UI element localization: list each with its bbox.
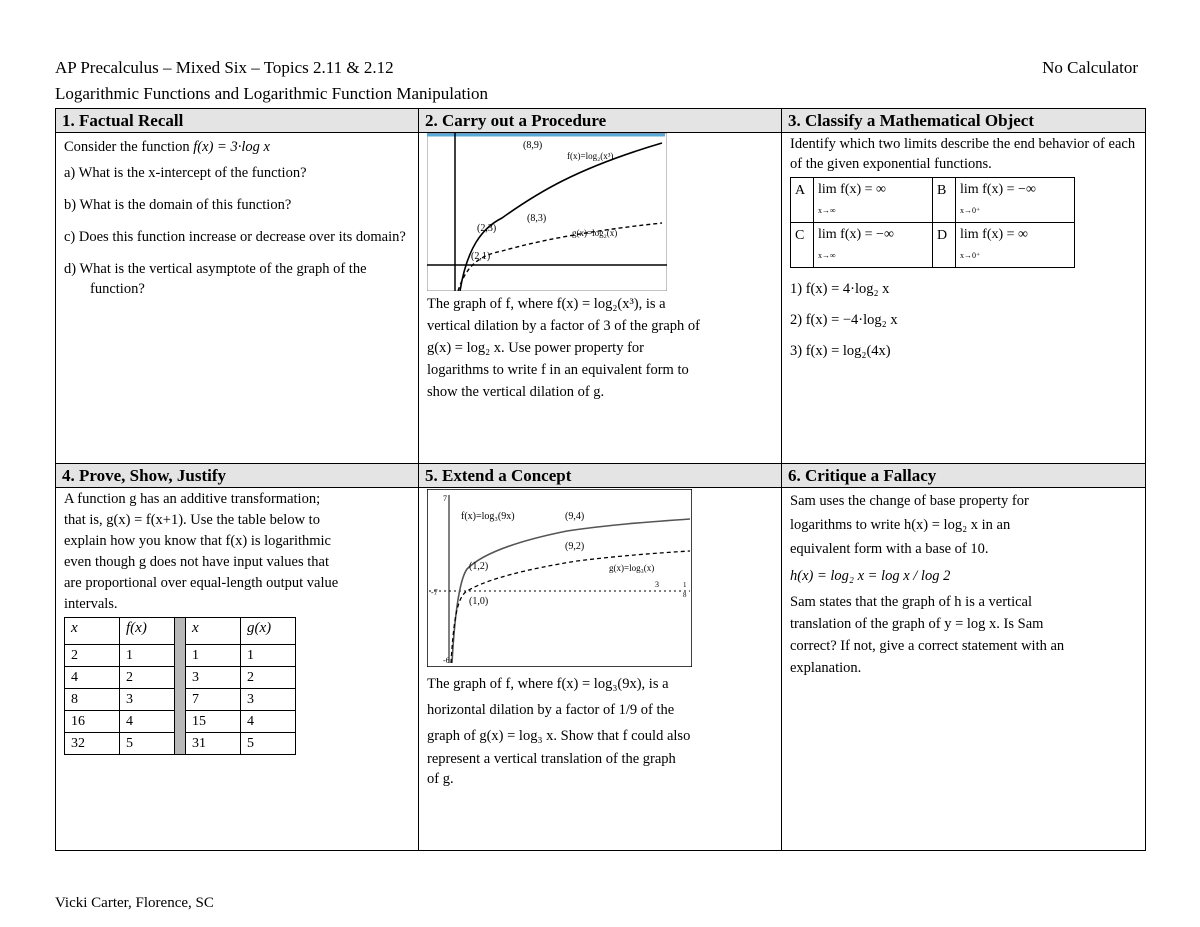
cell6-line-7: correct? If not, give a correct statement with an: [790, 638, 1065, 654]
cell-prove-show-justify: [56, 464, 419, 851]
cell4-line-6: intervals.: [64, 596, 118, 612]
label-point-9-4: (9,4): [565, 511, 585, 522]
limit-expression: lim f(x) = ∞ x→0⁺: [956, 223, 1075, 268]
label-point-9-2: (9,2): [565, 541, 585, 552]
cell4-line-4: even though g does not have input values that: [64, 554, 329, 570]
limit-expression: lim f(x) = −∞ x→0⁺: [956, 178, 1075, 223]
cell-heading: 2. Carry out a Procedure: [419, 109, 781, 133]
header-x: x: [186, 618, 241, 645]
author-credit: Vicki Carter, Florence, SC: [55, 895, 214, 911]
cell-heading: 4. Prove, Show, Justify: [56, 464, 418, 488]
limit-expression: lim f(x) = ∞ x→∞: [814, 178, 933, 223]
classify-item-2: 2) f(x) = −4·log₂ x: [790, 312, 898, 328]
cell5-line-1: The graph of f, where f(x) = log₃(9x), is a: [427, 676, 669, 692]
limit-letter: D: [933, 223, 956, 268]
question-c: c) Does this function increase or decrease over its domain?: [64, 229, 406, 245]
label-point-8-3: (8,3): [527, 213, 547, 224]
header-x: x: [65, 618, 120, 645]
cell6-line-6: translation of the graph of y = log x. Is Sam: [790, 616, 1044, 632]
label-point-2-3: (2,3): [477, 223, 497, 234]
x-tick-right-b: 8: [683, 591, 687, 599]
label-point-1-2: (1,2): [469, 561, 489, 572]
question-b: b) What is the domain of this function?: [64, 197, 292, 213]
table-row: 16 4 15 4: [65, 711, 296, 733]
cell1-intro: Consider the function: [64, 139, 190, 155]
label-point-2-1: (2,1): [471, 251, 491, 262]
y-tick-top: 7: [443, 494, 447, 503]
table-separator: [175, 618, 186, 755]
x-tick-left: -7: [431, 588, 438, 597]
cell2-line-5: show the vertical dilation of g.: [427, 384, 605, 400]
graph-log3-9x: [427, 489, 692, 667]
cell1-function: f(x) = 3·log x: [193, 139, 270, 155]
cell-heading: 5. Extend a Concept: [419, 464, 781, 488]
limit-letter: A: [791, 178, 814, 223]
cell-heading: 6. Critique a Fallacy: [782, 464, 1145, 488]
question-d: d) What is the vertical asymptote of the graph of the function?: [64, 261, 367, 297]
cell6-line-5: Sam states that the graph of h is a vertical: [790, 594, 1032, 610]
cell3-intro: Identify which two limits describe the end behavior of each of the given exponential functions.: [790, 136, 1136, 172]
cell5-line-3: graph of g(x) = log₃ x. Show that f could also: [427, 728, 691, 744]
cell2-line-1: The graph of f, where f(x) = log₂(x³), is a: [427, 296, 666, 312]
problem-grid: [55, 108, 1146, 851]
cell4-line-1: A function g has an additive transformation;: [64, 491, 321, 507]
worksheet-subtitle: Logarithmic Functions and Logarithmic Function Manipulation: [55, 84, 488, 103]
worksheet-title: AP Precalculus – Mixed Six – Topics 2.11 & 2.12: [55, 58, 394, 77]
cell6-equation: h(x) = log₂ x = log x / log 2: [790, 568, 951, 584]
label-f-formula: f(x)=log₂(x³): [567, 151, 614, 161]
classify-item-1: 1) f(x) = 4·log₂ x: [790, 281, 890, 297]
cell-carry-out-procedure: [419, 109, 782, 464]
cell6-line-1: Sam uses the change of base property for: [790, 493, 1029, 509]
limits-table: [790, 177, 1075, 268]
x-tick-right-a: 1: [683, 581, 687, 589]
header-gx: g(x): [241, 618, 296, 645]
label-point-1-0: (1,0): [469, 596, 489, 607]
cell-heading: 1. Factual Recall: [56, 109, 418, 133]
label-point-8-9: (8,9): [523, 140, 543, 151]
cell-critique-fallacy: [782, 464, 1146, 851]
cell-heading: 3. Classify a Mathematical Object: [782, 109, 1145, 133]
table-row: 32 5 31 5: [65, 733, 296, 755]
question-a: a) What is the x-intercept of the function?: [64, 165, 307, 181]
cell2-line-4: logarithms to write f in an equivalent form to: [427, 362, 689, 378]
label-g-formula: g(x)=log₂(x): [572, 228, 618, 238]
cell6-line-8: explanation.: [790, 660, 862, 676]
cell4-line-5: are proportional over equal-length output value: [64, 575, 339, 591]
table-row: 2 1 1 1: [65, 645, 296, 667]
label-f-formula: f(x)=log₃(9x): [461, 511, 515, 522]
table-row: 4 2 3 2: [65, 667, 296, 689]
limit-letter: C: [791, 223, 814, 268]
label-g-formula: g(x)=log₃(x): [609, 563, 655, 573]
cell4-line-3: explain how you know that f(x) is logarithmic: [64, 533, 331, 549]
cell5-line-2: horizontal dilation by a factor of 1/9 of the: [427, 702, 675, 718]
limit-letter: B: [933, 178, 956, 223]
label-subscript-3: 3: [655, 580, 659, 589]
cell-classify-object: [782, 109, 1146, 464]
function-values-table: [64, 617, 296, 755]
cell6-line-3: equivalent form with a base of 10.: [790, 541, 989, 557]
cell2-line-3: g(x) = log₂ x. Use power property for: [427, 340, 644, 356]
cell4-line-2: that is, g(x) = f(x+1). Use the table below to: [64, 512, 320, 528]
no-calculator-note: No Calculator: [1042, 58, 1138, 77]
cell-factual-recall: [56, 109, 419, 464]
cell5-line-5: of g.: [427, 771, 454, 787]
cell6-line-2: logarithms to write h(x) = log₂ x in an: [790, 517, 1011, 533]
cell5-line-4: represent a vertical translation of the graph: [427, 751, 676, 767]
table-row: 8 3 7 3: [65, 689, 296, 711]
classify-item-3: 3) f(x) = log₂(4x): [790, 343, 891, 359]
y-tick-bottom: -6: [443, 656, 450, 665]
graph-log2-x-cubed: [427, 133, 667, 291]
cell2-line-2: vertical dilation by a factor of 3 of the graph of: [427, 318, 700, 334]
header-fx: f(x): [120, 618, 175, 645]
limit-expression: lim f(x) = −∞ x→∞: [814, 223, 933, 268]
cell-extend-concept: [419, 464, 782, 851]
